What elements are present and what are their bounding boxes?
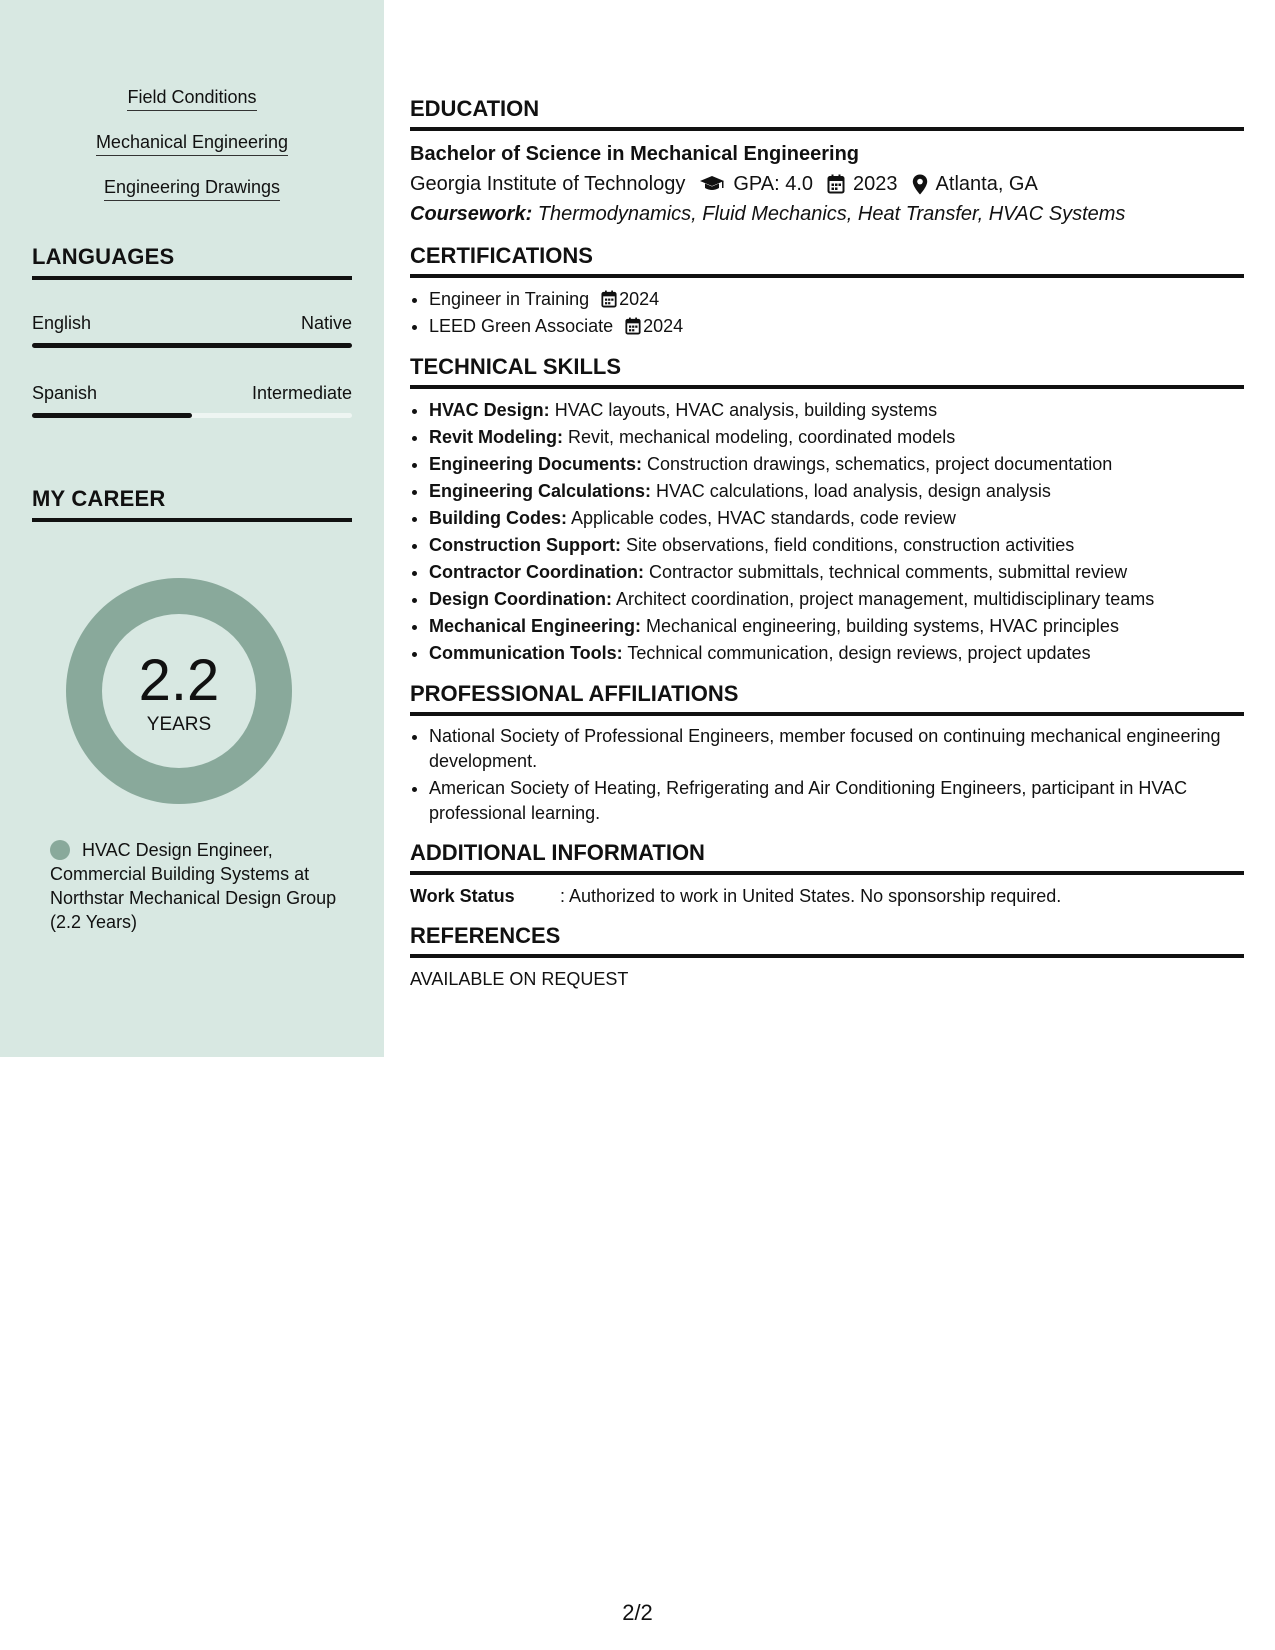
career-bullet-dot xyxy=(50,840,70,860)
skill-text: HVAC layouts, HVAC analysis, building systems xyxy=(549,400,938,420)
gpa: GPA: 4.0 xyxy=(733,173,814,195)
main-content xyxy=(410,96,1244,1006)
degree-title: Bachelor of Science in Mechanical Engineering xyxy=(410,143,860,165)
list-item: • American Society of Heating, Refrigerating and Air Conditioning Engineers, participant in HVAC professional learning. xyxy=(429,776,1244,826)
skill-label: Construction Support: xyxy=(429,535,621,555)
certification-year: 2024 xyxy=(643,316,684,336)
education-section xyxy=(410,96,1244,229)
skill-text: Applicable codes, HVAC standards, code review xyxy=(567,508,956,528)
language-level: Intermediate xyxy=(251,383,352,403)
certification-name: Engineer in Training xyxy=(429,289,590,309)
language-bar-fill xyxy=(32,413,192,418)
skills-list xyxy=(410,397,1244,667)
education-heading: EDUCATION xyxy=(410,96,1244,131)
page-number: 2/2 xyxy=(622,1600,653,1625)
career-years-unit: YEARS xyxy=(146,714,212,735)
list-item xyxy=(429,640,1244,667)
language-bar xyxy=(32,343,352,348)
affiliations-section xyxy=(410,681,1244,826)
references-text: AVAILABLE ON REQUEST xyxy=(410,969,629,989)
graduation-year: 2023 xyxy=(853,173,898,195)
language-row xyxy=(32,383,352,404)
list-item xyxy=(429,424,1244,451)
language-name: Spanish xyxy=(32,383,98,403)
sidebar xyxy=(0,0,384,1057)
additional-info-heading: ADDITIONAL INFORMATION xyxy=(410,840,1244,875)
education-details xyxy=(410,169,1244,199)
list-item xyxy=(429,397,1244,424)
coursework-list: Thermodynamics, Fluid Mechanics, Heat Transfer, HVAC Systems xyxy=(532,203,1126,225)
language-level: Native xyxy=(300,313,352,333)
list-item xyxy=(429,451,1244,478)
list-item xyxy=(429,586,1244,613)
career-entry xyxy=(50,838,340,934)
work-status-value: : Authorized to work in United States. No sponsorship required. xyxy=(560,886,1062,906)
language-bar-fill xyxy=(32,343,352,348)
donut-center xyxy=(102,614,256,768)
tag-engineering-drawings: Engineering Drawings xyxy=(104,176,280,201)
language-row xyxy=(32,313,352,334)
career-entry-text: HVAC Design Engineer, Commercial Building Systems at Northstar Mechanical Design Group (2.2 Years) xyxy=(50,840,337,932)
skill-text: Mechanical engineering, building systems, HVAC principles xyxy=(641,616,1119,636)
skill-label: Communication Tools: xyxy=(429,643,623,663)
list-item xyxy=(429,559,1244,586)
skill-text: Technical communication, design reviews, project updates xyxy=(622,643,1091,663)
references-heading: REFERENCES xyxy=(410,923,1244,958)
language-bar xyxy=(32,413,352,418)
school-name: Georgia Institute of Technology xyxy=(410,173,686,195)
work-status-row xyxy=(410,883,1244,909)
certification-year: 2024 xyxy=(619,289,660,309)
list-item xyxy=(429,478,1244,505)
skill-text: Construction drawings, schematics, project documentation xyxy=(642,454,1113,474)
work-status-label: Work Status xyxy=(410,886,515,906)
skill-label: Mechanical Engineering: xyxy=(429,616,642,636)
skill-label: Engineering Calculations: xyxy=(429,481,652,501)
skill-text: Architect coordination, project management, multidisciplinary teams xyxy=(612,589,1155,609)
career-years-donut xyxy=(66,578,292,804)
career-heading: MY CAREER xyxy=(32,486,352,522)
additional-info-section xyxy=(410,840,1244,909)
coursework xyxy=(410,199,1244,229)
tag-mechanical-engineering: Mechanical Engineering xyxy=(96,131,288,156)
list-item xyxy=(429,313,1244,340)
career-years-value: 2.2 xyxy=(138,648,220,713)
languages-heading: LANGUAGES xyxy=(32,244,352,280)
skill-label: HVAC Design: xyxy=(429,400,550,420)
school-location: Atlanta, GA xyxy=(935,173,1038,195)
certification-name: LEED Green Associate xyxy=(429,316,614,336)
calendar-icon xyxy=(601,290,617,308)
skill-label: Building Codes: xyxy=(429,508,567,528)
certifications-heading: CERTIFICATIONS xyxy=(410,243,1244,278)
list-item xyxy=(429,286,1244,313)
language-name: English xyxy=(32,313,92,333)
affiliations-heading: PROFESSIONAL AFFILIATIONS xyxy=(410,681,1244,716)
calendar-icon xyxy=(827,174,845,194)
skill-text: Contractor submittals, technical comments, submittal review xyxy=(643,562,1128,582)
technical-skills-heading: TECHNICAL SKILLS xyxy=(410,354,1244,389)
skill-label: Design Coordination: xyxy=(429,589,612,609)
skill-label: Engineering Documents: xyxy=(429,454,643,474)
skill-text: Site observations, field conditions, construction activities xyxy=(620,535,1075,555)
list-item xyxy=(429,532,1244,559)
coursework-label: Coursework: xyxy=(410,203,533,225)
list-item xyxy=(429,613,1244,640)
certifications-list xyxy=(410,286,1244,340)
list-item xyxy=(429,505,1244,532)
graduation-cap-icon xyxy=(699,175,725,193)
certifications-section xyxy=(410,243,1244,340)
skill-text: Revit, mechanical modeling, coordinated models xyxy=(563,427,956,447)
map-pin-icon xyxy=(912,174,928,195)
skill-tags xyxy=(0,86,384,221)
affiliations-list xyxy=(410,724,1244,826)
skill-label: Revit Modeling: xyxy=(429,427,563,447)
tag-field-conditions: Field Conditions xyxy=(127,86,256,111)
technical-skills-section xyxy=(410,354,1244,667)
skill-text: HVAC calculations, load analysis, design analysis xyxy=(651,481,1051,501)
list-item: • National Society of Professional Engineers, member focused on continuing mechanical engineering development. xyxy=(429,724,1244,774)
calendar-icon xyxy=(625,317,641,335)
references-section xyxy=(410,923,1244,992)
skill-label: Contractor Coordination: xyxy=(429,562,644,582)
